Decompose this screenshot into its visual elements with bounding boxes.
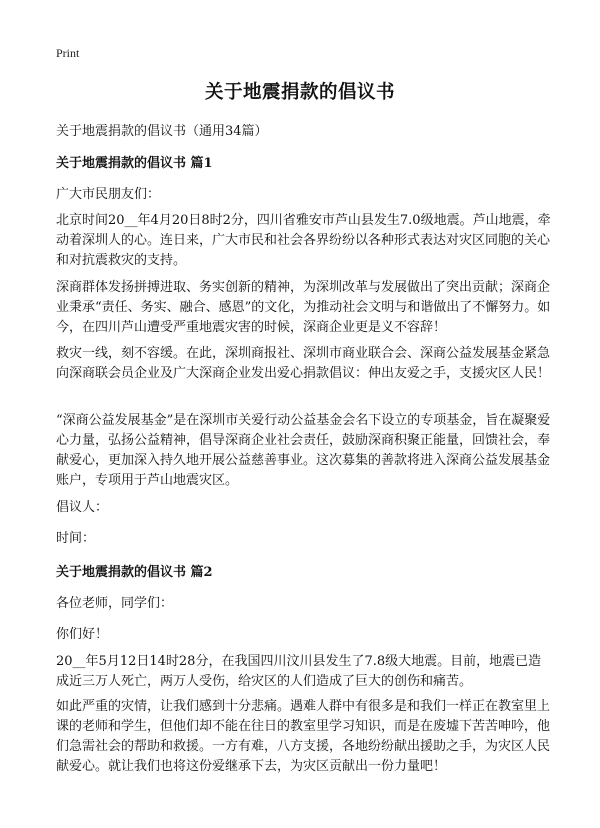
time-label: 时间： xyxy=(56,531,96,546)
print-label[interactable]: Print xyxy=(56,46,80,60)
greeting-1: 广大市民朋友们： xyxy=(56,187,161,202)
paragraph-1-4: “深商公益发展基金”是在深圳市关爱行动公益基金会名下设立的专项基金，旨在凝聚爱心力量，弘扬公益精神，倡导深商企业社会责任，鼓励深商积聚正能量，回馈社会，奉献爱心，更加深入持久地开展公益慈善事业。这次募集的善款将进入深商公益发展基金账户，专项用于芦山地震灾区。 xyxy=(56,413,551,488)
paragraph-1-1: 北京时间20__年4月20日8时2分，四川省雅安市芦山县发生7.0级地震。芦山地震，牵动着深圳人的心。连日来，广大市民和社会各界纷纷以各种形式表达对灾区同胞的关心和对抗震救灾的支持。 xyxy=(56,213,551,268)
section-heading-1: 关于地震捐款的倡议书 篇1 xyxy=(56,156,213,171)
paragraph-2-2: 如此严重的灾情，让我们感到十分悲痛。遇难人群中有很多是和我们一样正在教室里上课的老师和学生，但他们却不能在往日的教室里学习知识，而是在废墟下苦苦呻吟，他们急需社会的帮助和救援。一方有难，八方支援，各地纷纷献出援助之手，为灾区人民献爱心。就让我们也将这份爱继承下去，为灾区贡献出一份力量吧！ xyxy=(56,699,551,774)
paragraph-1-3: 救灾一线，刻不容缓。在此，深圳商报社、深圳市商业联合会、深商公益发展基金紧急向深商联会员企业及广大深商企业发出爱心捐款倡议：伸出友爱之手，支援灾区人民！ xyxy=(56,346,551,381)
paragraph-2-1: 20__年5月12日14时28分，在我国四川汶川县发生了7.8级大地震。目前，地震已造成近三万人死亡，两万人受伤，给灾区的人们造成了巨大的创伤和痛苦。 xyxy=(56,654,542,689)
section-heading-2: 关于地震捐款的倡议书 篇2 xyxy=(56,565,213,580)
salutation: 你们好！ xyxy=(56,627,109,642)
document-subtitle: 关于地震捐款的倡议书（通用34篇） xyxy=(56,124,268,139)
paragraph-1-2: 深商群体发扬拼搏进取、务实创新的精神，为深圳改革与发展做出了突出贡献；深商企业秉承“责任、务实、融合、感恩”的文化，为推动社会文明与和谐做出了不懈努力。如今，在四川芦山遭受严重地震灾害的时候，深商企业更是义不容辞！ xyxy=(56,280,551,335)
page-title: 关于地震捐款的倡议书 xyxy=(204,82,395,103)
greeting-2: 各位老师，同学们： xyxy=(56,596,174,611)
signer-label: 倡议人： xyxy=(56,500,109,515)
